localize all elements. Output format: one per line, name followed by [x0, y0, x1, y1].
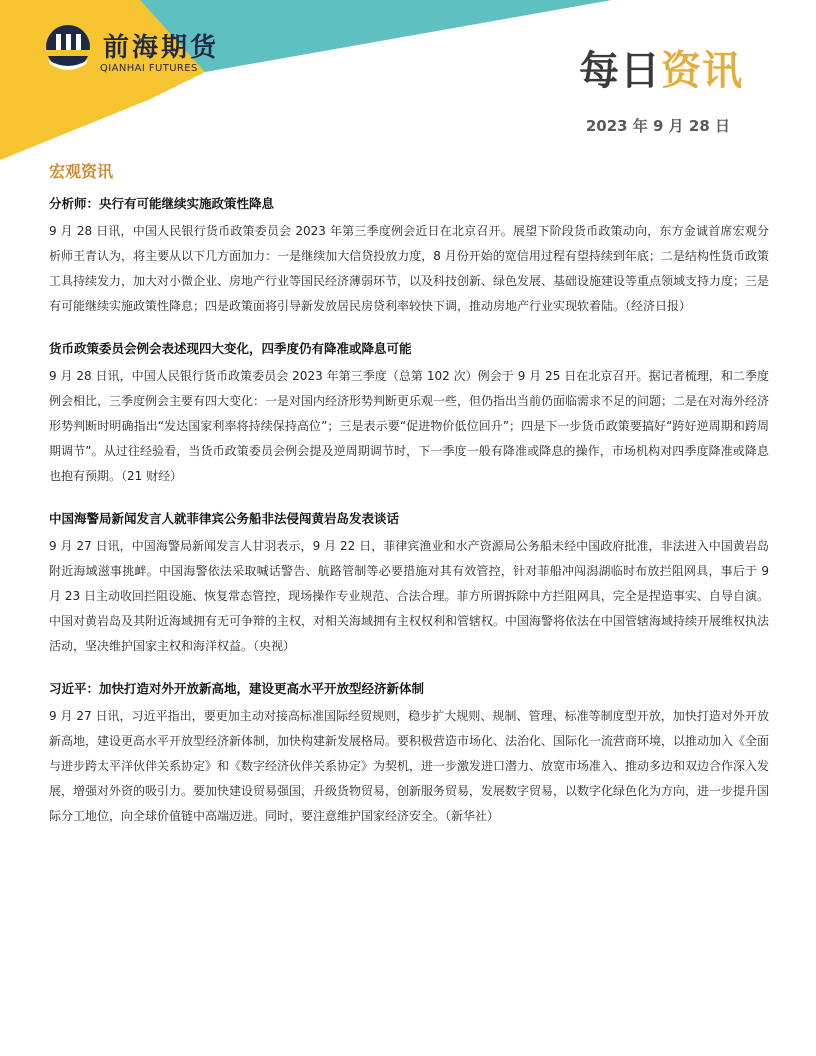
article — [49, 339, 769, 489]
article-title: 分析师：央行有可能继续实施政策性降息 — [49, 196, 275, 211]
article-title: 习近平：加快打造对外开放新高地，建设更高水平开放型经济新体制 — [49, 681, 425, 696]
article — [49, 679, 769, 829]
page-title-part1: 每日 — [579, 48, 661, 94]
article-title: 货币政策委员会例会表述现四大变化，四季度仍有降准或降息可能 — [49, 341, 412, 356]
article — [49, 509, 769, 659]
article — [49, 194, 769, 319]
section-title: 宏观资讯 — [49, 162, 114, 181]
article-list — [49, 194, 769, 849]
page-title-part2: 资讯 — [661, 48, 743, 94]
brand-name-cn: 前海期货 — [103, 33, 220, 63]
article-body: 9 月 28 日讯，中国人民银行货币政策委员会 2023 年第三季度（总第 102 次）例会于 9 月 25 日在北京召开。据记者梳理，和二季度例会相比，三季度例会主要有四大变化：一是对国内经济形势判断更乐观一些，但仍指出当前仍面临需求不足的问题；二是在对海外经济形势判断时明确指出“发达国家利率将持续保持高位”；三是表示要“促进物价低位回升”；四是下一步货币政策要搞好“跨好逆周期和跨周期调节”。从过往经验看，当货币政策委员会例会提及逆周期调节时，下一季度一般有降准或降息的操作，市场机构对四季度降准或降息也抱有预期。（21 财经） — [49, 369, 770, 483]
article-body: 9 月 27 日讯，中国海警局新闻发言人甘羽表示，9 月 22 日，菲律宾渔业和水产资源局公务船未经中国政府批准，非法进入中国黄岩岛附近海域滋事挑衅。中国海警依法采取喊话警告、航路管制等必要措施对其有效管控，针对菲船冲闯潟湖临时布放拦阻网具，事后于 9 月 23 日主动收回拦阻设施、恢复常态管控，现场操作专业规范、合法合理。菲方所谓拆除中方拦阻网具，完全是捏造事实、自导自演。中国对黄岩岛及其附近海域拥有无可争辩的主权，对相关海域拥有主权权利和管辖权。中国海警将依法在中国管辖海域持续开展维权执法活动，坚决维护国家主权和海洋权益。（央视） — [49, 539, 770, 653]
report-date: 2023 年 9 月 28 日 — [585, 117, 730, 135]
article-title: 中国海警局新闻发言人就菲律宾公务船非法侵闯黄岩岛发表谈话 — [49, 511, 400, 526]
brand-logo-icon — [46, 25, 90, 70]
article-body: 9 月 27 日讯，习近平指出，要更加主动对接高标准国际经贸规则，稳步扩大规则、规制、管理、标准等制度型开放，加快打造对外开放新高地，建设更高水平开放型经济新体制，加快构建新发展格局。要积极营造市场化、法治化、国际化一流营商环境，以推动加入《全面与进步跨太平洋伙伴关系协定》和《数字经济伙伴关系协定》为契机，进一步激发进口潜力、放宽市场准入、推动多边和双边合作深入发展，增强对外资的吸引力。要加快建设贸易强国，升级货物贸易，创新服务贸易，发展数字贸易，以数字化绿色化为方向，进一步提升国际分工地位，向全球价值链中高端迈进。同时，要注意维护国家经济安全。（新华社） — [49, 709, 770, 823]
article-body: 9 月 28 日讯，中国人民银行货币政策委员会 2023 年第三季度例会近日在北京召开。展望下阶段货币政策动向，东方金诚首席宏观分析师王青认为，将主要从以下几方面加力：一是继续加大信贷投放力度，8 月份开始的宽信用过程有望持续到年底；二是结构性货币政策工具持续发力，加大对小微企业、房地产行业等国民经济薄弱环节，以及科技创新、绿色发展、基础设施建设等重点领域支持力度；三是有可能继续实施政策性降息；四是政策面将引导新发放居民房贷利率较快下调，推动房地产行业实现软着陆。（经济日报） — [49, 224, 770, 313]
brand-name-en: QIANHAI FUTURES — [100, 63, 198, 74]
page-title — [579, 46, 743, 96]
